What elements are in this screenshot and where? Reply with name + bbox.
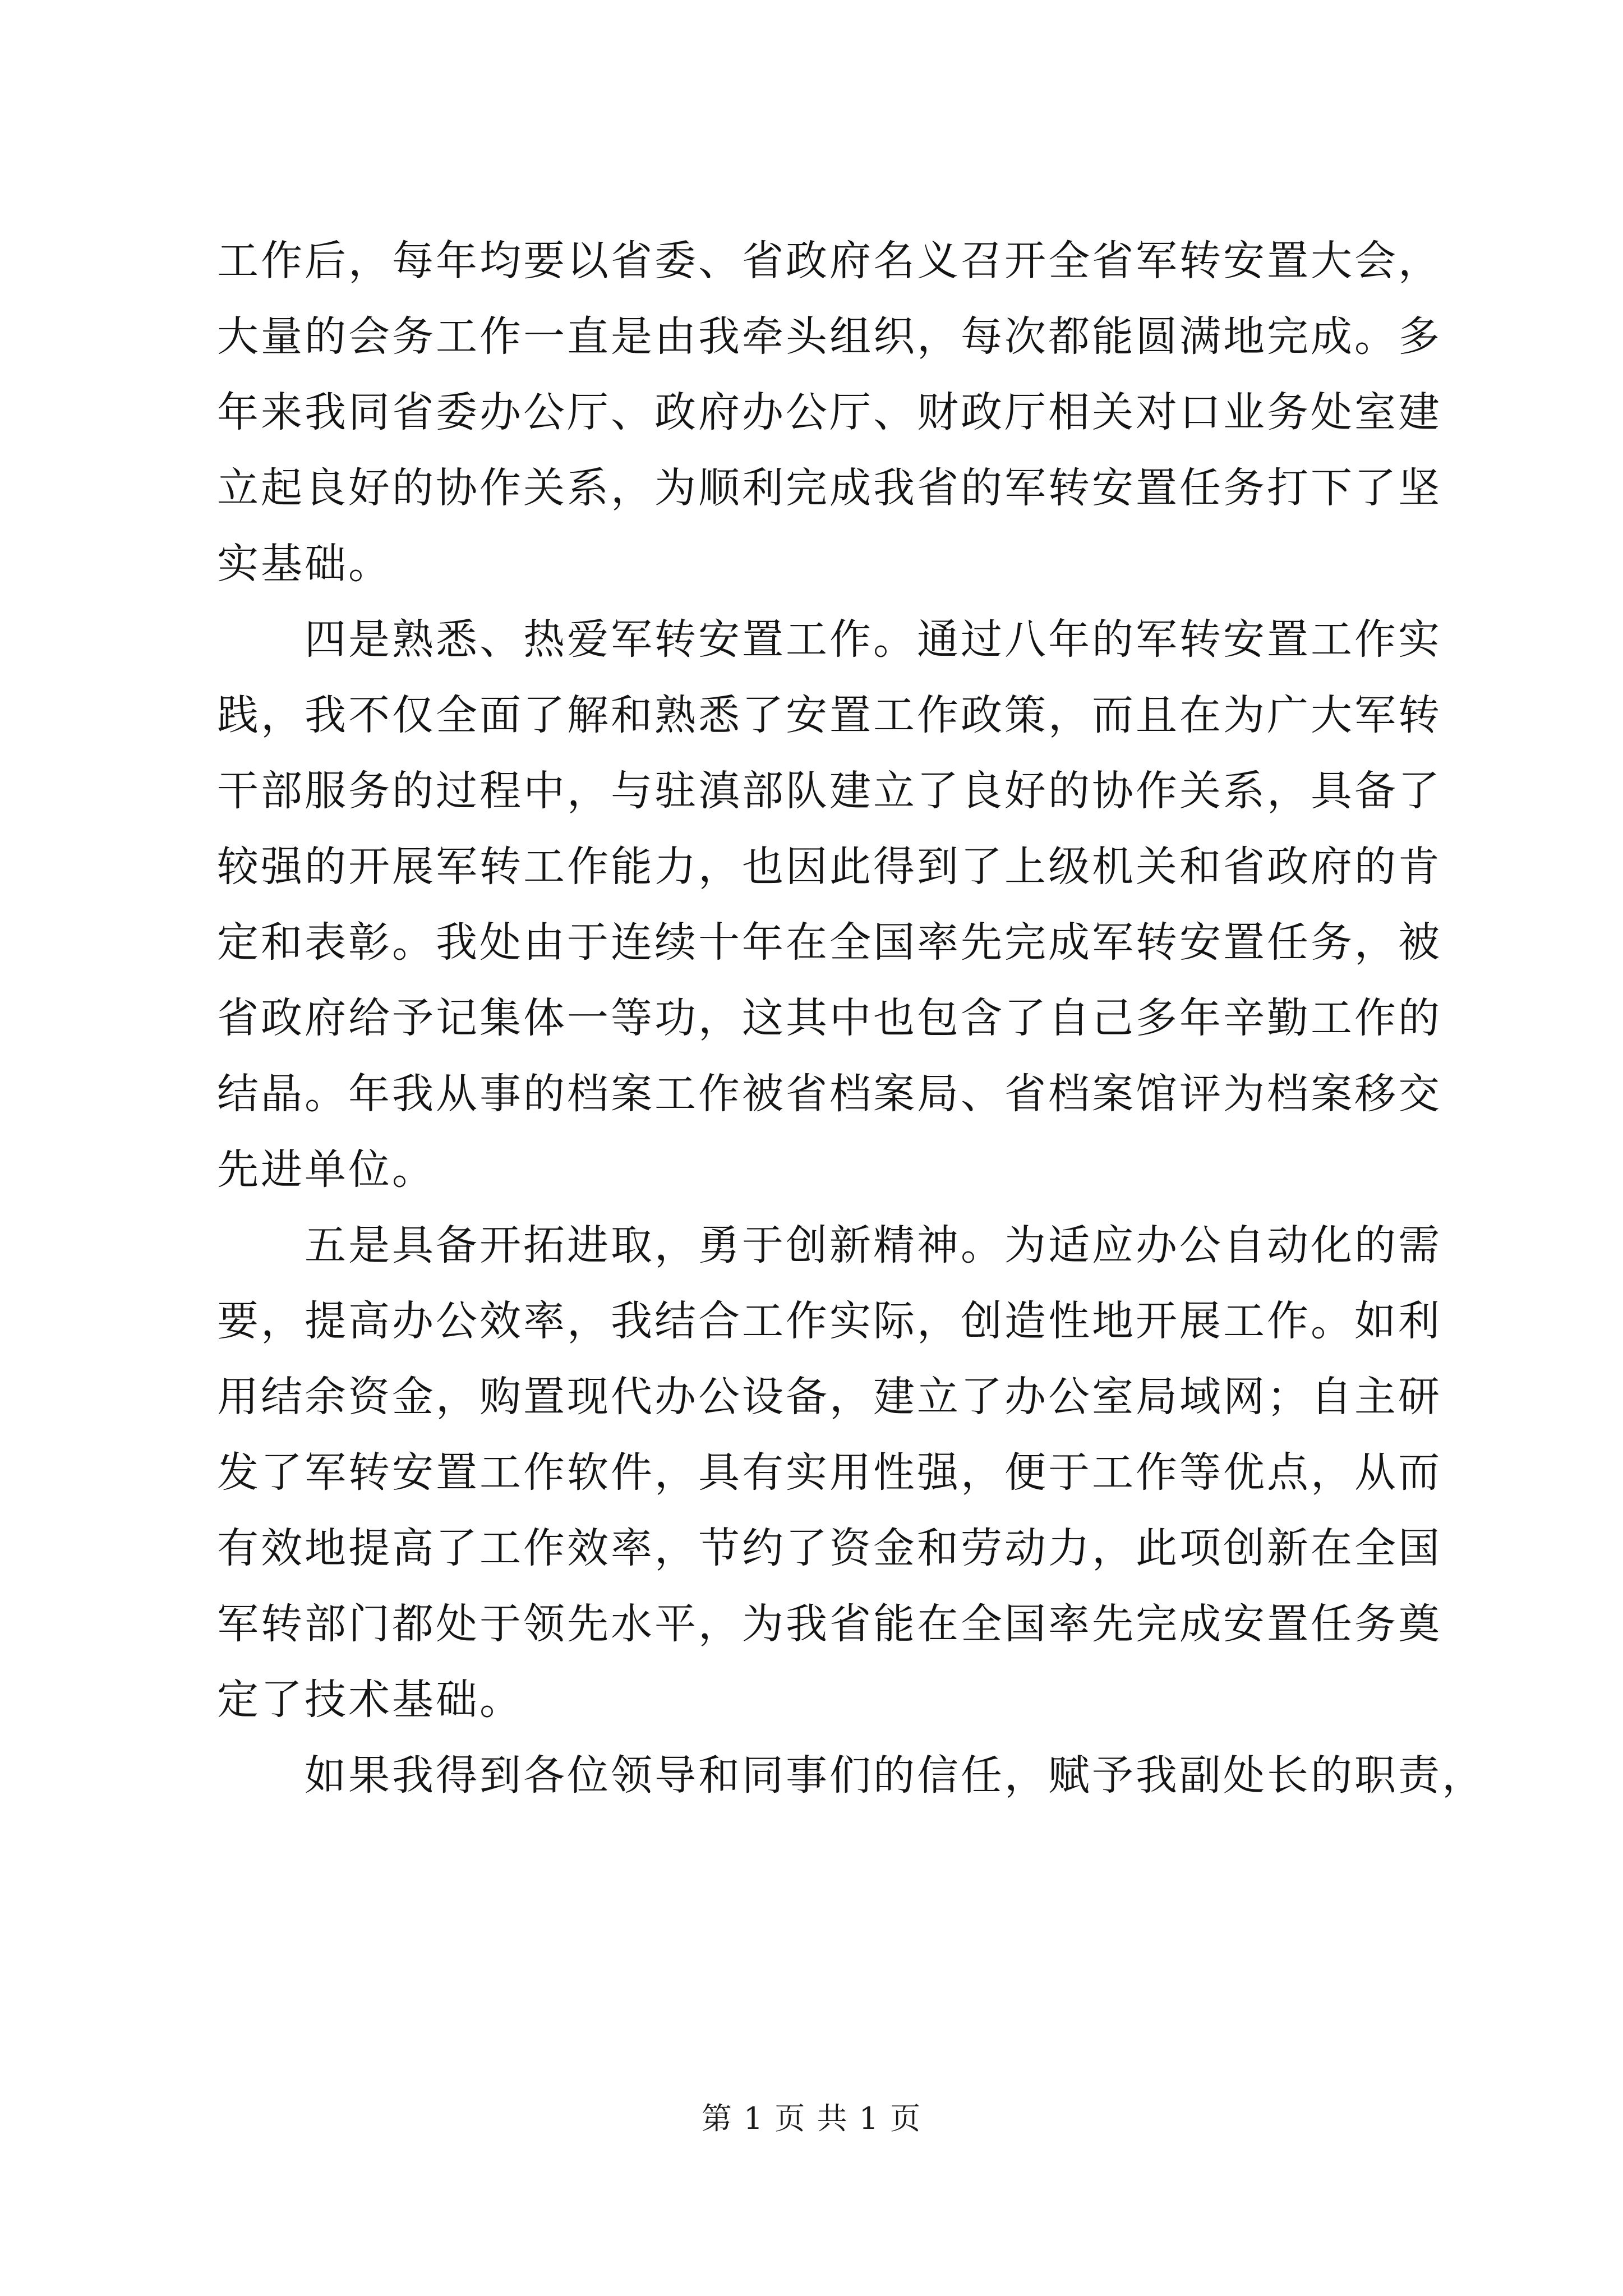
text-line: 干部服务的过程中，与驻滇部队建立了良好的协作关系，具备了 bbox=[217, 767, 1442, 815]
text-line: 实基础。 bbox=[217, 540, 392, 588]
text-line: 军转部门都处于领先水平，为我省能在全国率先完成安置任务奠 bbox=[217, 1600, 1442, 1648]
paragraph-2 bbox=[217, 602, 1442, 1208]
text-line: 如果我得到各位领导和同事们的信任，赋予我副处长的职责， bbox=[305, 1751, 1486, 1800]
text-line: 定和表彰。我处由于连续十年在全国率先完成军转安置任务，被 bbox=[217, 918, 1442, 967]
text-line: 大量的会务工作一直是由我牵头组织，每次都能圆满地完成。多 bbox=[217, 312, 1442, 361]
page-number-label: 第 1 页 共 1 页 bbox=[701, 2101, 922, 2136]
paragraph-1 bbox=[217, 223, 1442, 602]
text-line: 发了军转安置工作软件，具有实用性强，便于工作等优点，从而 bbox=[217, 1448, 1442, 1497]
text-line: 省政府给予记集体一等功，这其中也包含了自己多年辛勤工作的 bbox=[217, 994, 1442, 1042]
document-body bbox=[217, 223, 1486, 1814]
page-footer bbox=[0, 2099, 1623, 2138]
paragraph-4 bbox=[217, 1738, 1486, 1814]
paragraph-3 bbox=[217, 1208, 1442, 1738]
text-line: 五是具备开拓进取，勇于创新精神。为适应办公自动化的需 bbox=[305, 1221, 1442, 1269]
text-line: 践，我不仅全面了解和熟悉了安置工作政策，而且在为广大军转 bbox=[217, 691, 1442, 739]
text-line: 先进单位。 bbox=[217, 1145, 436, 1194]
text-line: 工作后，每年均要以省委、省政府名义召开全省军转安置大会， bbox=[217, 237, 1442, 285]
text-line: 要，提高办公效率，我结合工作实际，创造性地开展工作。如利 bbox=[217, 1297, 1442, 1345]
text-line: 较强的开展军转工作能力，也因此得到了上级机关和省政府的肯 bbox=[217, 843, 1442, 891]
text-line: 立起良好的协作关系，为顺利完成我省的军转安置任务打下了坚 bbox=[217, 464, 1442, 512]
text-line: 年来我同省委办公厅、政府办公厅、财政厅相关对口业务处室建 bbox=[217, 388, 1442, 436]
text-line: 用结余资金，购置现代办公设备，建立了办公室局域网；自主研 bbox=[217, 1373, 1442, 1421]
text-line: 四是熟悉、热爱军转安置工作。通过八年的军转安置工作实 bbox=[305, 615, 1442, 664]
text-line: 结晶。年我从事的档案工作被省档案局、省档案馆评为档案移交 bbox=[217, 1070, 1442, 1118]
text-line: 有效地提高了工作效率，节约了资金和劳动力，此项创新在全国 bbox=[217, 1524, 1442, 1572]
text-line: 定了技术基础。 bbox=[217, 1676, 523, 1724]
